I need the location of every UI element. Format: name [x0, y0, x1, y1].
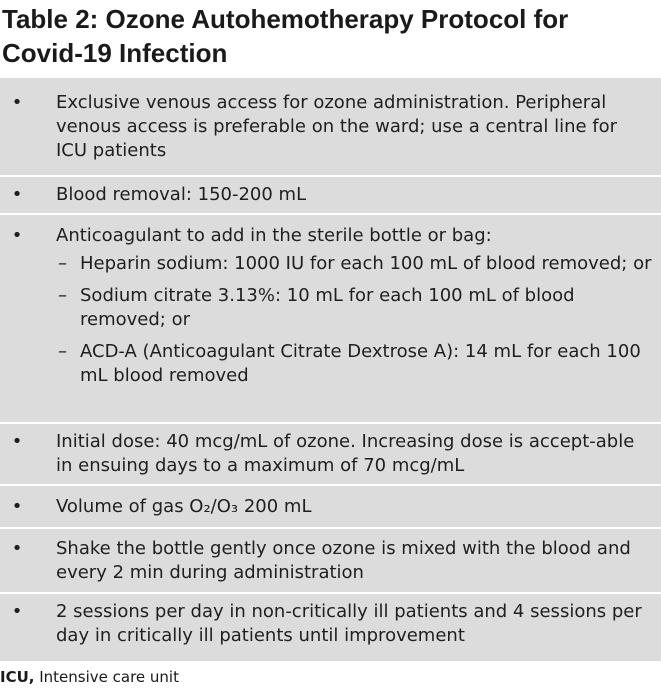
- table-title: Table 2: Ozone Autohemotherapy Protocol for Covid-19 Infection: [2, 4, 569, 68]
- row-divider: [0, 484, 661, 486]
- sub-item-text: Heparin sodium: 1000 IU for each 100 mL of blood removed; or: [80, 253, 652, 274]
- row-text: 2 sessions per day in non-critically ill patients and 4 sessions per day in critically ill patients until improvement: [56, 601, 642, 646]
- table-row: [0, 537, 661, 589]
- row-text: Anticoagulant to add in the sterile bottle or bag:: [56, 225, 492, 246]
- sub-item: [56, 340, 653, 388]
- dash-icon: –: [58, 341, 67, 362]
- row-divider: [0, 422, 661, 424]
- row-content: [56, 224, 653, 388]
- table-row: [0, 430, 661, 482]
- row-divider: [0, 213, 661, 215]
- table-row: [0, 600, 661, 652]
- row-divider: [0, 527, 661, 529]
- bullet-icon: •: [11, 431, 23, 452]
- row-divider: [0, 592, 661, 594]
- row-text: Initial dose: 40 mcg/mL of ozone. Increasing dose is accept-able in ensuing days to a maximum of 70 mcg/mL: [56, 431, 635, 476]
- footnote: [0, 666, 179, 688]
- row-text: Blood removal: 150-200 mL: [56, 184, 307, 205]
- bullet-icon: •: [11, 496, 23, 517]
- table-row: [0, 183, 661, 211]
- table-row: [0, 495, 661, 523]
- dash-icon: –: [58, 285, 67, 306]
- row-text: Shake the bottle gently once ozone is mixed with the blood and every 2 min during administration: [56, 538, 631, 583]
- row-divider: [0, 175, 661, 177]
- bullet-icon: •: [11, 92, 23, 113]
- bullet-icon: •: [11, 601, 23, 622]
- protocol-table: [0, 78, 661, 661]
- row-text: Volume of gas O₂/O₃ 200 mL: [56, 496, 312, 517]
- sub-item: [56, 284, 653, 332]
- bullet-icon: •: [11, 184, 23, 205]
- sub-item-text: Sodium citrate 3.13%: 10 mL for each 100 mL of blood removed; or: [80, 285, 575, 330]
- table-row: [0, 91, 661, 169]
- row-text: Exclusive venous access for ozone administration. Peripheral venous access is preferable on the ward; use a central line for ICU patients: [56, 92, 618, 161]
- footnote-definition: Intensive care unit: [34, 668, 179, 686]
- dash-icon: –: [58, 253, 67, 274]
- sub-item-text: ACD-A (Anticoagulant Citrate Dextrose A): 14 mL for each 100 mL blood removed: [80, 341, 641, 386]
- bullet-icon: •: [11, 225, 23, 246]
- bullet-icon: •: [11, 538, 23, 559]
- sub-item: [56, 252, 653, 276]
- table-row: [0, 224, 661, 418]
- footnote-abbreviation: ICU,: [0, 668, 35, 686]
